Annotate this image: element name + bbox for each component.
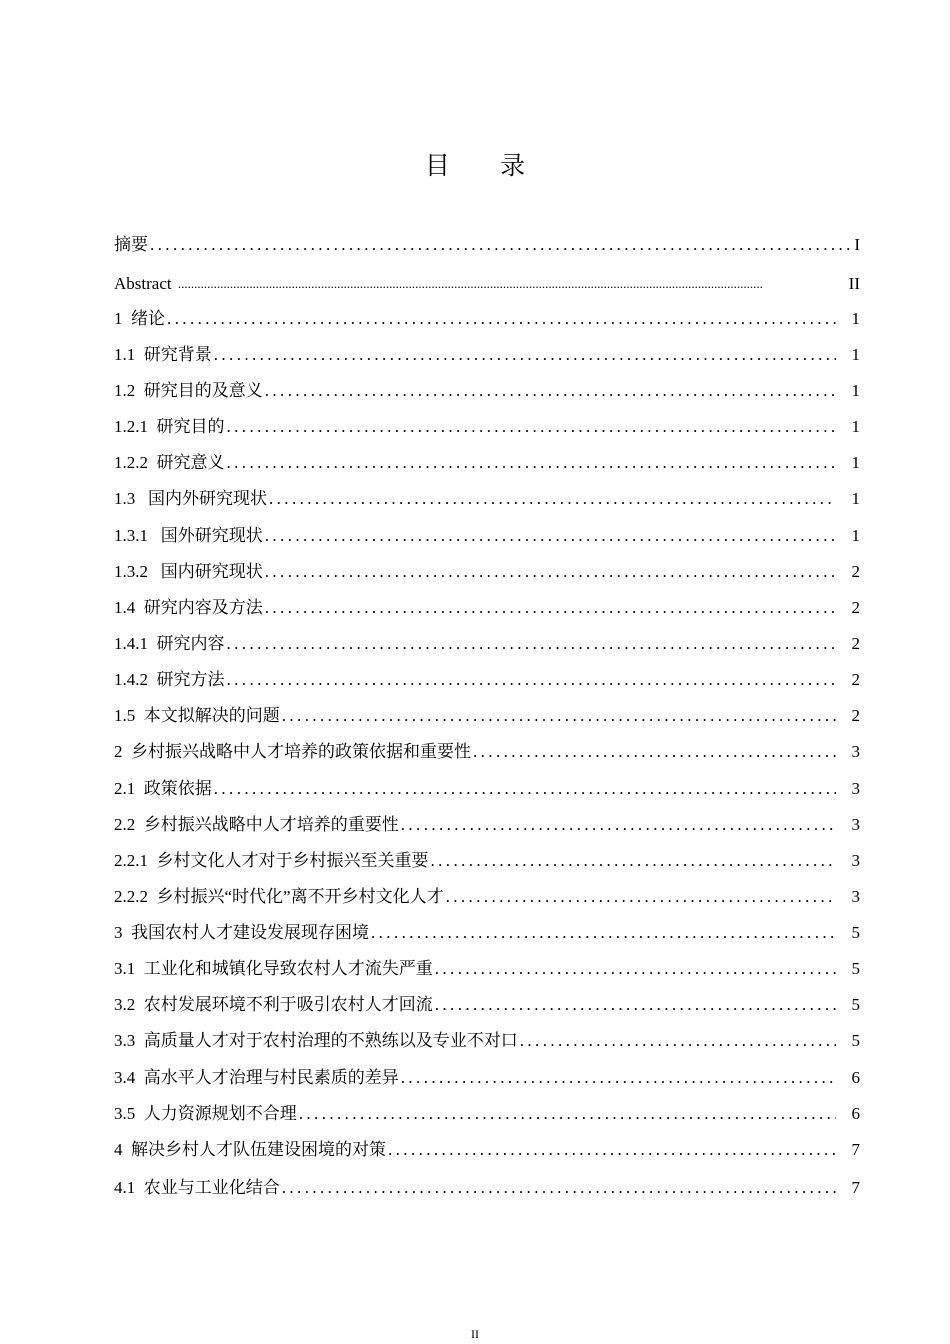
- toc-entry-page: 1: [851, 381, 860, 400]
- toc-leader: [265, 525, 836, 547]
- toc-entry-label: 1.2.2 研究意义: [114, 453, 225, 472]
- toc-entry[interactable]: [114, 523, 860, 547]
- toc-leader: [214, 344, 836, 366]
- toc-leader: [401, 1067, 836, 1089]
- toc-leader: [150, 234, 852, 256]
- toc-entry-label: 4.1 农业与工业化结合: [114, 1178, 280, 1197]
- toc-entry-label: 3.4 高水平人才治理与村民素质的差异: [114, 1068, 399, 1087]
- toc-leader: [227, 633, 837, 655]
- toc-entry-page: 5: [851, 923, 860, 942]
- toc-leader: [446, 886, 836, 908]
- toc-entry-page: 2: [851, 634, 860, 653]
- toc-entry-page: 6: [851, 1068, 860, 1087]
- toc-entry-page: 1: [851, 489, 860, 508]
- toc-entry-label: 3.1 工业化和城镇化导致农村人才流失严重: [114, 959, 433, 978]
- toc-entry-label: 2.2.2 乡村振兴“时代化”离不开乡村文化人才: [114, 887, 444, 906]
- toc-entry[interactable]: [114, 739, 860, 763]
- toc-entry[interactable]: [114, 1175, 860, 1199]
- toc-entry-page: II: [848, 274, 860, 293]
- toc-entry-label: 3.3 高质量人才对于农村治理的不熟练以及专业不对口: [114, 1031, 518, 1050]
- toc-entry-page: 3: [851, 815, 860, 834]
- toc-entry-label: 摘要: [114, 235, 148, 254]
- toc-leader: [282, 1177, 836, 1199]
- toc-entry[interactable]: [114, 306, 860, 330]
- toc-entry[interactable]: [114, 342, 860, 366]
- toc-entry[interactable]: [114, 884, 860, 908]
- toc-entry-label: 1.1 研究背景: [114, 345, 212, 364]
- toc-leader: [265, 597, 836, 619]
- page-number-footer: II: [471, 1327, 479, 1341]
- toc-entry-page: 3: [851, 742, 860, 761]
- toc-entry[interactable]: [114, 776, 860, 800]
- toc-leader: [401, 814, 836, 836]
- toc-entry-page: 2: [851, 706, 860, 725]
- toc-entry-page: 2: [851, 598, 860, 617]
- toc-entry-label: 1.4.2 研究方法: [114, 670, 225, 689]
- toc-entry[interactable]: [114, 956, 860, 980]
- toc-entry-label: 1.2.1 研究目的: [114, 417, 225, 436]
- toc-entry-label: 3.2 农村发展环境不利于吸引农村人才回流: [114, 995, 433, 1014]
- toc-entry-label: 1.3 国内外研究现状: [114, 489, 267, 508]
- toc-entry-label: 1 绪论: [114, 309, 165, 328]
- toc-entry-page: 1: [851, 345, 860, 364]
- toc-entry-page: 5: [851, 995, 860, 1014]
- toc-entry[interactable]: [114, 631, 860, 655]
- toc-entry-page: 3: [851, 779, 860, 798]
- toc-entry-page: 1: [851, 453, 860, 472]
- toc-entry-label: 2 乡村振兴战略中人才培养的政策依据和重要性: [114, 742, 471, 761]
- toc-leader: [227, 416, 837, 438]
- toc-entry-page: 7: [851, 1140, 860, 1159]
- toc-leader: [435, 958, 836, 980]
- toc-entry[interactable]: [114, 1028, 860, 1052]
- toc-leader: [473, 741, 836, 763]
- toc-entry-page: 3: [851, 851, 860, 870]
- toc-entry[interactable]: [114, 595, 860, 619]
- toc-leader: [214, 778, 836, 800]
- toc-entry-page: 2: [851, 562, 860, 581]
- toc-entry[interactable]: [114, 1137, 860, 1161]
- toc-leader: [265, 561, 836, 583]
- toc-entry[interactable]: [114, 1101, 860, 1125]
- toc-leader: [282, 705, 836, 727]
- toc-entry-label: 2.1 政策依据: [114, 779, 212, 798]
- toc-entry-label: Abstract: [114, 274, 176, 293]
- toc-entry-page: 5: [851, 959, 860, 978]
- toc-entry-label: 3.5 人力资源规划不合理: [114, 1104, 297, 1123]
- toc-entry[interactable]: [114, 1065, 860, 1089]
- toc-entry-page: 1: [851, 309, 860, 328]
- toc-entry[interactable]: [114, 848, 860, 872]
- toc-entry-label: 3 我国农村人才建设发展现存困境: [114, 923, 369, 942]
- toc-entry[interactable]: [114, 450, 860, 474]
- toc-leader: [431, 850, 837, 872]
- toc-entry-label: 4 解决乡村人才队伍建设困境的对策: [114, 1140, 386, 1159]
- toc-leader: [371, 922, 836, 944]
- toc-entry[interactable]: [114, 812, 860, 836]
- toc-entry-page: 6: [851, 1104, 860, 1123]
- toc-entry-page: 2: [851, 670, 860, 689]
- page-title: 目 录: [424, 153, 548, 180]
- toc-leader: [299, 1103, 836, 1125]
- toc-entry-label: 1.3.2 国内研究现状: [114, 562, 263, 581]
- toc-entry[interactable]: [114, 486, 860, 510]
- toc-entry-label: 1.3.1 国外研究现状: [114, 526, 263, 545]
- toc-leader: [269, 488, 836, 510]
- toc-entry[interactable]: [114, 703, 860, 727]
- toc-leader: [227, 669, 837, 691]
- toc-leader: [520, 1030, 836, 1052]
- toc-entry[interactable]: [114, 559, 860, 583]
- toc-entry-label: 1.2 研究目的及意义: [114, 381, 263, 400]
- toc-entry[interactable]: [114, 232, 860, 256]
- toc-entry-page: 1: [851, 417, 860, 436]
- toc-entry[interactable]: [114, 271, 860, 295]
- toc-entry[interactable]: [114, 992, 860, 1016]
- toc-leader: [178, 273, 847, 295]
- toc-entry-label: 2.2.1 乡村文化人才对于乡村振兴至关重要: [114, 851, 429, 870]
- toc-entry-page: 7: [851, 1178, 860, 1197]
- toc-leader: [388, 1139, 836, 1161]
- toc-leader: [435, 994, 836, 1016]
- toc-entry-page: 1: [851, 526, 860, 545]
- toc-entry[interactable]: [114, 414, 860, 438]
- toc-leader: [265, 380, 836, 402]
- toc-entry[interactable]: [114, 378, 860, 402]
- toc-entry-label: 1.4.1 研究内容: [114, 634, 225, 653]
- toc-leader: [227, 452, 837, 474]
- toc-entry-page: 5: [851, 1031, 860, 1050]
- toc-entry[interactable]: [114, 920, 860, 944]
- toc-entry-label: 1.5 本文拟解决的问题: [114, 706, 280, 725]
- toc-entry-label: 1.4 研究内容及方法: [114, 598, 263, 617]
- toc-entry-page: 3: [851, 887, 860, 906]
- toc-entry[interactable]: [114, 667, 860, 691]
- toc-entry-page: I: [854, 235, 860, 254]
- toc-leader: [167, 308, 836, 330]
- toc-entry-label: 2.2 乡村振兴战略中人才培养的重要性: [114, 815, 399, 834]
